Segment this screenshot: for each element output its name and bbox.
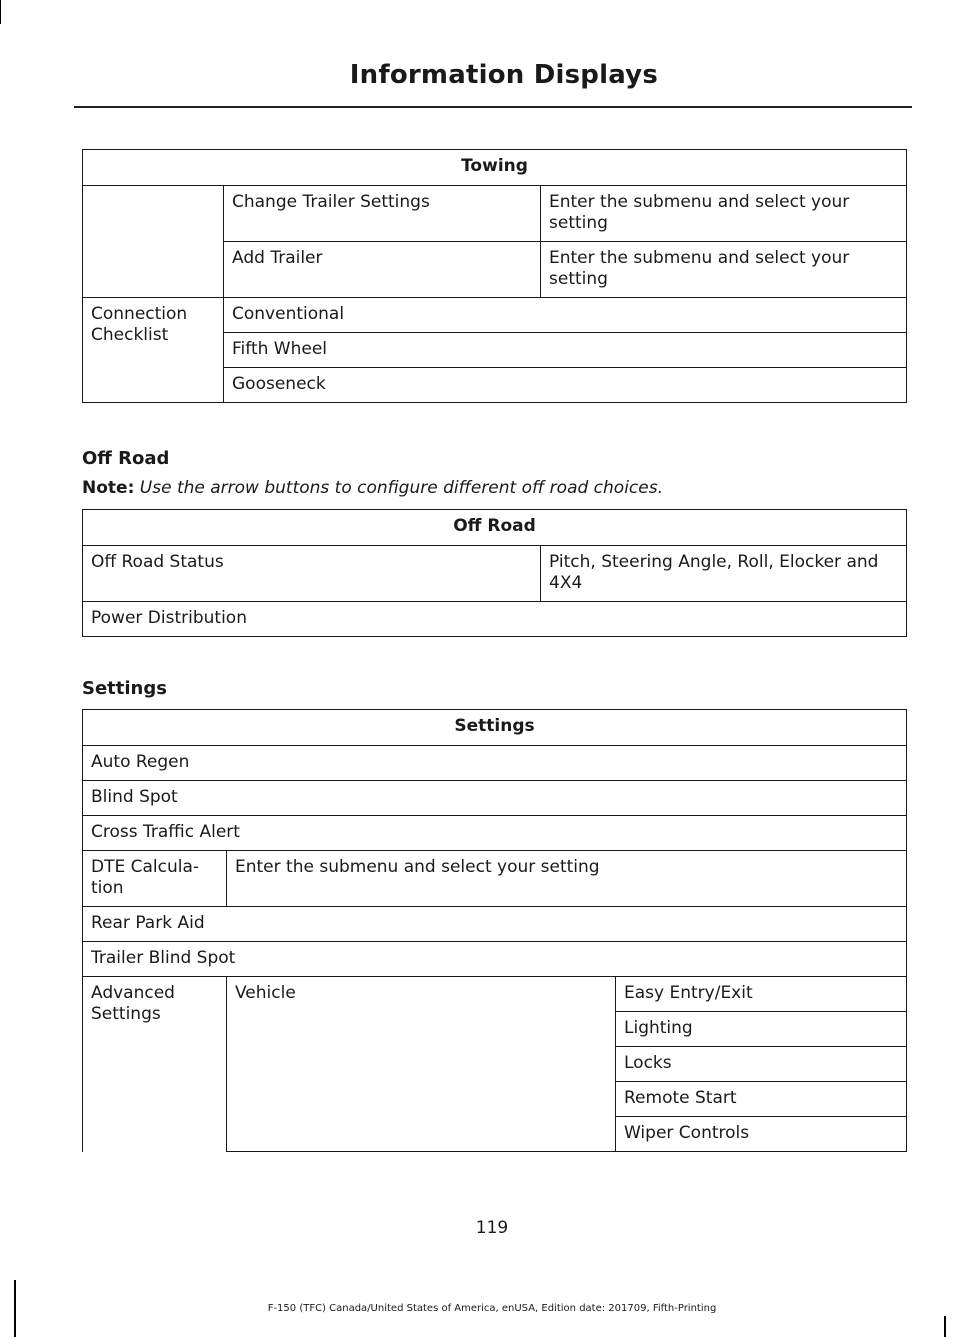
footer-text: F-150 (TFC) Canada/United States of America, enUSA, Edition date: 201709, Fifth-Printing [267,1303,717,1314]
table-cell: Conventional [224,298,907,333]
table-row [83,977,907,1012]
table-row [83,602,907,637]
note-label: Note: [82,478,135,498]
dte-calculation-label: DTE Calcula- tion [83,851,227,907]
table-row [83,298,907,333]
table-cell: Change Trailer Settings [224,186,541,242]
settings-table-heading: Settings [83,710,907,746]
crop-mark-top-left [0,0,1,24]
off-road-table-heading: Off Road [83,510,907,546]
table-cell: Trailer Blind Spot [83,942,907,977]
table-cell: Enter the submenu and select your setting [541,242,907,298]
advanced-settings-label: Advanced Settings [83,977,227,1152]
towing-blank-cell [83,186,224,298]
table-cell: Remote Start [616,1082,907,1117]
header-divider [74,106,912,108]
table-cell: Off Road Status [83,546,541,602]
table-cell: Auto Regen [83,746,907,781]
table-cell: Lighting [616,1012,907,1047]
table-row [83,781,907,816]
table-cell: Cross Traffic Alert [83,816,907,851]
page-number: 119 [475,1218,509,1238]
table-row [83,186,907,242]
page-title: Information Displays [349,60,658,90]
table-cell: Enter the submenu and select your setting [541,186,907,242]
table-cell: Locks [616,1047,907,1082]
table-cell: Enter the submenu and select your setting [227,851,907,907]
table-cell: Fifth Wheel [224,333,907,368]
off-road-table [82,509,907,637]
table-row [83,546,907,602]
settings-section-title: Settings [82,678,167,699]
table-row [83,942,907,977]
table-cell: Gooseneck [224,368,907,403]
note-text: Use the arrow buttons to configure different off road choices. [139,478,663,498]
connection-checklist-label: Connection Checklist [83,298,224,403]
vehicle-label: Vehicle [227,977,616,1152]
crop-mark-right-bottom [944,1316,946,1337]
table-cell: Pitch, Steering Angle, Roll, Elocker and 4X4 [541,546,907,602]
table-cell: Rear Park Aid [83,907,907,942]
towing-table [82,149,907,403]
table-row [83,851,907,907]
towing-table-heading: Towing [83,150,907,186]
table-cell: Blind Spot [83,781,907,816]
off-road-note [82,478,663,498]
off-road-section-title: Off Road [82,448,170,469]
table-row [83,907,907,942]
table-cell: Add Trailer [224,242,541,298]
table-cell: Easy Entry/Exit [616,977,907,1012]
table-cell: Power Distribution [83,602,907,637]
settings-table [82,709,907,1152]
table-cell: Wiper Controls [616,1117,907,1152]
table-row [83,816,907,851]
table-row [83,746,907,781]
